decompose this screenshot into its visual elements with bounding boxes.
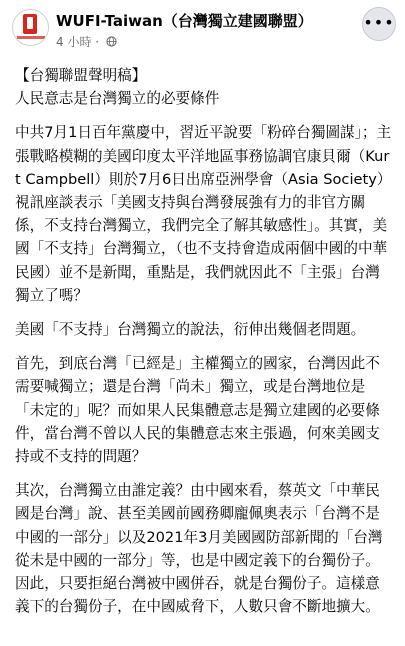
post-paragraph: 其次，台灣獨立由誰定義？由中國來看，蔡英文「中華民國是台灣」說、甚至美國前國務卿龐佩奧表示「台灣不是中國的一部分」以及2021年3月美國國防部新聞的「台灣從未是中國的一部分」等，也是中國定義下的台獨份子。因此，只要拒絕台灣被中國併吞，就是台獨份子。這樣意義下的台獨份子，在中國威脅下，人數只會不斷地擴大。 <box>15 482 383 616</box>
post-body <box>15 64 393 618</box>
meta-separator: · <box>91 35 103 49</box>
post-paragraph-title: 【台獨聯盟聲明稿】 人民意志是台灣獨立的必要條件 <box>15 67 220 108</box>
post-paragraph: 美國「不支持」台灣獨立的說法，衍伸出幾個老問題。 <box>15 321 366 339</box>
logo-caption-icon <box>17 36 45 39</box>
page-avatar[interactable] <box>12 9 49 46</box>
page-name[interactable]: WUFI-Taiwan（台灣獨立建國聯盟） <box>56 12 313 30</box>
post-paragraph: 中共7月1日百年黨慶中，習近平說要「粉碎台獨圖謀」；主張戰略模糊的美國印度太平洋地區事務協調官康貝爾（Kurt Campbell）則於7月6日出席亞洲學會（Asia Society）視訊座談表示「美國支持與台灣發展強有力的非官方關係，不支持台灣獨立，我們完全了解其敏感性」。其實，美國「不支持」台灣獨立，（也不支持會造成兩個中國的中華民國）並不是新聞，重點是，我們就因此不「主張」台灣獨立了嗎？ <box>15 124 392 304</box>
post-meta <box>56 33 117 50</box>
more-options-button[interactable]: ••• <box>362 7 396 41</box>
post-paragraph: 首先，到底台灣「已經是」主權獨立的國家，台灣因此不需要喊獨立；還是台灣「尚未」獨立，或是台灣地位是「未定的」呢？而如果人民集體意志是獨立建國的必要條件，當台灣不曾以人民的集體意志來主張過，何來美國支持或不支持的問題？ <box>15 355 380 466</box>
post-time[interactable]: 4 小時 <box>56 35 92 49</box>
wufi-logo-icon <box>23 14 37 34</box>
globe-icon <box>106 36 117 47</box>
post-header <box>0 0 405 58</box>
